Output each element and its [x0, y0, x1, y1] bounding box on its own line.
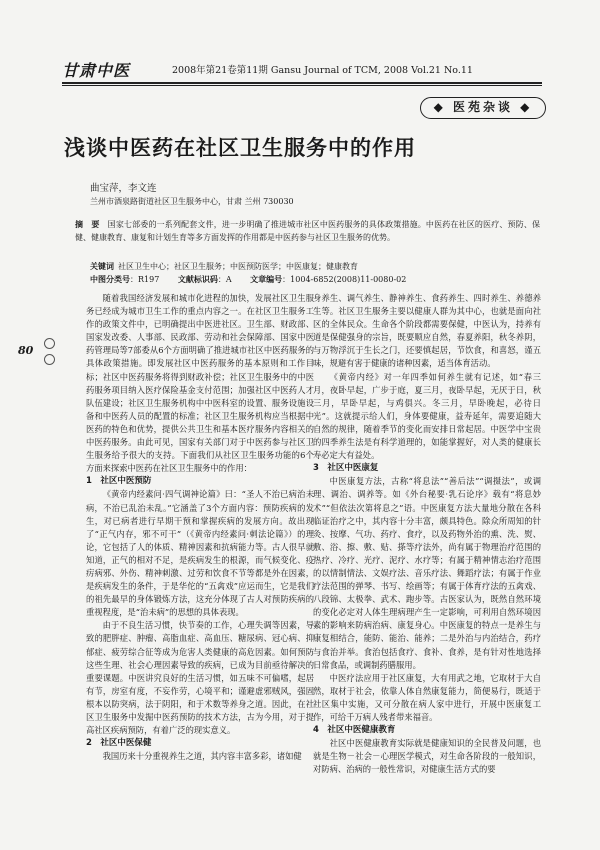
- paragraph: 随着我国经济发展和城市化进程的加快，发展社区卫生服务已经成为城市卫生工作的重点内容之一。在社区卫生服务工作的政策文件中，已明确提出中医进社区。卫生部、财政部、国家发改委、人事部、民政部、劳动和社会保障部、国家中医药管理局等7部委从6个方面明确了推进城市社区中医药服务的具体政策措施。即发展社区中医药服务的基本原则和工作目标；社区中医药服务将得到财政补偿；社区卫生服务中的中医药服务项目纳入医疗保险基金支付范围；加强社区中医药人才队伍建设；社区卫生服务机构中中医科室的设置、服务设施设备和中医药人员的配置的标准；社区卫生服务机构应当根据中医药的特色和优势，提供公共卫生和基本医疗服务内容相关的中医药服务。由此可见，国家有关部门对于中医药参与社区卫生服务给予很大的支持。下面我们从社区卫生服务功能的6个方面来探索中医药在社区卫生服务中的作用：: [86, 293, 314, 474]
- binding-hole-icon: [44, 338, 55, 349]
- clc-label: 中图分类号: [90, 274, 130, 284]
- journal-logo: 甘肃中医: [62, 61, 131, 80]
- section-heading: 3 社区中医康复: [313, 463, 379, 474]
- paragraph: 身养生、调气养生、静神养生、食药养生、四时养生、养德养生等。社区卫生服务主要以健康人群为其中心，也就是面向社区的全体民众。生命各个阶段都需要保健，中医认为，持养有道是保健强身的宗旨，既要顺应自然，春夏养阳，秋冬养阴，与万物浮沉于生长之门，还要慎起居，节饮食，和喜怒，谨五味，规避有害于健康的诸种因素，适当体育活动。: [313, 293, 541, 369]
- classification-line: 中图分类号：R197 文献标识码：A 文章编号：1004-6852(2008)11-0080-02: [90, 274, 407, 284]
- article-no-value: 1004-6852(2008)11-0080-02: [290, 275, 407, 284]
- paragraph: 中医康复方法，古称“将息法”“善后法”“调摄法”，或调理、调治、调养等。如《外台秘要·乳石论序》载有“将息妙术”“但依法次第将息之”语。中医康复方法大量地分散在各科临证治疗之中，其内容十分丰富，颇具特色。除众所周知的针灸、按摩、气功、药疗、食疗，以及药物外治的熏、洗、熨、敷、浴、擦、敷、贴、搽等疗法外，尚有属于物理治疗范围的热疗、冷疗、光疗、泥疗、水疗等；有属于精神情志治疗范围的以情制情法、文娱疗法、音乐疗法、舞蹈疗法；有属于作业疗法范围的弹琴、书写、绘画等；有属于体育疗法的五禽戏、八段锦、太极拳、武术、跑步等。古医家认为，既然自然环境的变化必定对人体生理病理产生一定影响，可利用自然环境因素的影响来防病治病、康复身心。中医康复的特点一是养生与康复相结合，能防、能治、能养；二是外治与内治结合，药疗与食治并举。食治包括食疗、食补、食养，是有针对性地选择日常食品，或调制药膳服用。: [313, 476, 541, 670]
- abstract: [75, 218, 540, 244]
- keywords-label: 关键词: [90, 261, 114, 271]
- section-heading: 1 社区中医预防: [86, 476, 152, 487]
- binding-hole-icon: [44, 354, 55, 365]
- paragraph: 我国历来十分重视养生之道，其内容丰富多彩，诸如健: [102, 751, 302, 762]
- article-no-label: 文章编号: [250, 274, 283, 284]
- section-badge: ◆ 医苑杂谈 ◆: [420, 97, 546, 119]
- abstract-label: 摘 要: [75, 220, 100, 229]
- paragraph: 中医疗法应用于社区康复，大有用武之地，它取材于大自然，取材于社会，依靠人体自然康复能力，简便易行，既适于社区集中实施，又可分散在病人家中进行，开展中医康复工作，可给千万病人残者带来福音。: [313, 672, 541, 722]
- section-heading: 2 社区中医保健: [86, 738, 152, 749]
- header-rule: [62, 82, 542, 84]
- paragraph: 由于不良生活习惯，快节奏的工作，心理失调等因素，导致的肥胖症、肿瘤、高脂血症、高血压、糖尿病、冠心病、抑郁症、疲劳综合征等成为危害人类健康的高危因素。如何预防这些生理、社会心理因素导致的疾病，已成为目前亟待解决的重要课题。中医讲究良好的生活习惯，如五味不可偏嗜，起居有节，房室有度，不妄作劳，心境平和；谨避虚邪贼风，强固根本以防突病，法于阴阳，和于术数等养身之道。因此，在社区卫生服务中发掘中医药预防的技术方法，古为今用，对于提高社区疾病预防，有着广泛的现实意义。: [86, 620, 314, 736]
- section-heading: 4 社区中医健康教育: [313, 725, 396, 736]
- body-column-left: [86, 292, 314, 763]
- paragraph: 社区中医健康教育实际就是健康知识的全民普及问题，也就是生物－社会－心理医学模式，对生命各阶段的一般知识，对防病、治病的一般性常识，对健康生活方式的要: [313, 738, 541, 775]
- article-authors: 曲宝萍，李文连: [90, 183, 157, 194]
- paragraph: 《黄帝内经》对一年四季如何养生就有记述，如“春三月，夜卧早起，广步于庭，夏三月，夜卧早起，无厌于日，秋三月，早卧早起，与鸡俱兴。冬三月，早卧晚起，必待日光”。这就提示给人们，身体要健康，益寿延年，需要追随大自然的规律，随着季节的变化而安排日常起居。中医学中宝贵的四季养生法是有科学道理的，如能掌握好，对人类的健康长寿必定大有益处。: [313, 371, 541, 461]
- keywords: 社区卫生中心；社区卫生服务；中医预防医学；中医康复；健康教育: [118, 262, 358, 271]
- doc-code-value: A: [225, 275, 232, 284]
- article-affiliation: 兰州市酒泉路街道社区卫生服务中心，甘肃 兰州 730030: [90, 197, 294, 206]
- keywords-line: [90, 260, 540, 273]
- page-number: 80: [18, 344, 34, 357]
- clc-value: R197: [138, 275, 160, 284]
- abstract-text: 国家七部委的一系列配套文件，进一步明确了推进城市社区中医药服务的具体政策措施。中医药在社区的医疗、预防、保健、健康教育、康复和计划生育等多方面发挥的作用都是中医药参与社区卫生服务的优势。: [75, 220, 541, 242]
- header-rule-thin: [62, 85, 542, 86]
- article-title: 浅谈中医药在社区卫生服务中的作用: [64, 136, 416, 160]
- running-head-text: 2008年第21卷第11期 Gansu Journal of TCM, 2008 Vol.21 No.11: [172, 65, 473, 76]
- article-metadata: [90, 260, 540, 286]
- body-column-right: [313, 292, 541, 776]
- running-header: [62, 58, 542, 80]
- paragraph: 《黄帝内经素问·四气调神论篇》曰：“圣人不治已病治未病，不治已乱治未乱。”它涵盖了3个方面内容：预防疾病的发生，对已病者进行早期干预和掌握疾病的发展方向。故出现了“正气内存，邪不可干”（《黄帝内经素问·刺法论篇》）的理论，它包括了人的体质、精神因素和抗病能力等。古人很早就知道，正气的相对不足，是疾病发生的根源，而气候变化、疫疠病邪、外伤、精神刺激、过劳和饮食不节等都是外在因素，是疾病发生的条件，于是华佗的“五禽戏”应运而生，它是我们的祖先最早的身体锻炼方法，这充分体现了古人对预防疾病的重视程度，是“治未病”的思想的具体表现。: [86, 489, 314, 618]
- doc-code-label: 文献标识码: [177, 274, 218, 284]
